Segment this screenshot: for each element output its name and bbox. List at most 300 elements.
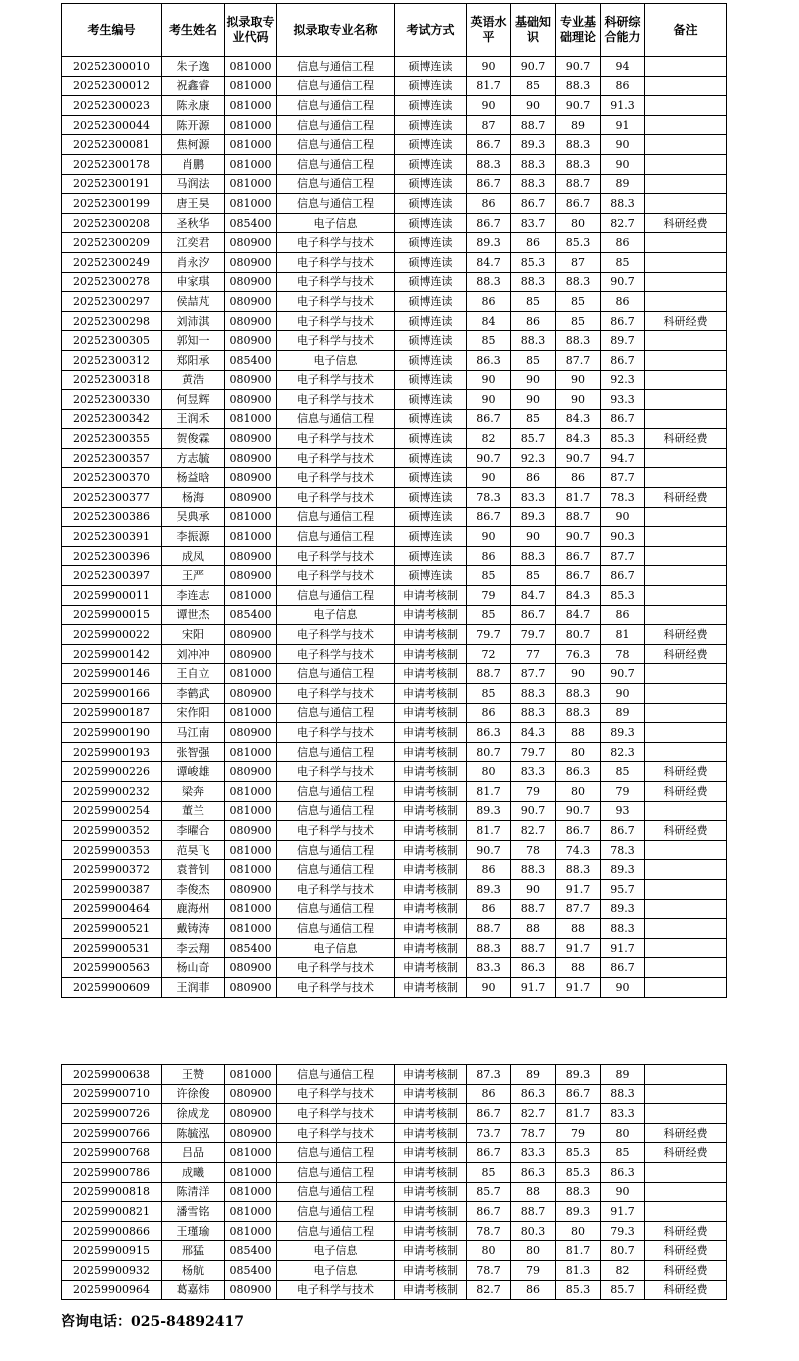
table-row: [62, 1084, 727, 1104]
cell-major-name: 电子科学与技术: [277, 311, 395, 331]
cell-major-name: 电子信息: [277, 938, 395, 958]
cell-major-name: 信息与通信工程: [277, 174, 395, 194]
table-row: [62, 174, 727, 194]
cell-remark: 科研经费: [645, 762, 727, 782]
cell-major-code: 085400: [225, 213, 277, 233]
cell-theory: 88: [556, 723, 601, 743]
cell-english: 90: [467, 96, 511, 116]
cell-remark: 科研经费: [645, 213, 727, 233]
cell-name: 陈开源: [162, 115, 225, 135]
cell-major-code: 080900: [225, 370, 277, 390]
cell-major-code: 081000: [225, 1162, 277, 1182]
cell-remark: [645, 1065, 727, 1085]
cell-exam-id: 20259900766: [62, 1123, 162, 1143]
cell-theory: 76.3: [556, 644, 601, 664]
cell-exam-mode: 硕博连读: [395, 76, 467, 96]
cell-name: 董兰: [162, 801, 225, 821]
cell-research: 79: [601, 781, 645, 801]
table-row: [62, 292, 727, 312]
cell-exam-id: 20259900353: [62, 840, 162, 860]
table-row: [62, 821, 727, 841]
cell-basic: 83.3: [511, 488, 556, 508]
cell-major-name: 信息与通信工程: [277, 801, 395, 821]
cell-english: 89.3: [467, 233, 511, 253]
cell-remark: [645, 115, 727, 135]
cell-basic: 88.7: [511, 938, 556, 958]
cell-major-code: 085400: [225, 1241, 277, 1261]
cell-exam-id: 20252300191: [62, 174, 162, 194]
cell-research: 86: [601, 233, 645, 253]
table-row: [62, 919, 727, 939]
cell-major-code: 080900: [225, 1104, 277, 1124]
cell-research: 90: [601, 684, 645, 704]
cell-major-code: 080900: [225, 429, 277, 449]
table-row: [62, 154, 727, 174]
cell-basic: 80.3: [511, 1221, 556, 1241]
cell-research: 90.7: [601, 664, 645, 684]
header-exam-id: 考生编号: [62, 4, 162, 57]
cell-major-code: 081000: [225, 1221, 277, 1241]
cell-exam-id: 20252300278: [62, 272, 162, 292]
cell-theory: 88.3: [556, 135, 601, 155]
cell-english: 89.3: [467, 801, 511, 821]
cell-major-name: 电子科学与技术: [277, 331, 395, 351]
cell-major-code: 080900: [225, 566, 277, 586]
header-english: 英语水平: [467, 4, 511, 57]
cell-major-code: 081000: [225, 57, 277, 77]
cell-theory: 88.3: [556, 76, 601, 96]
cell-exam-mode: 申请考核制: [395, 1202, 467, 1222]
cell-major-code: 081000: [225, 899, 277, 919]
cell-basic: 85: [511, 350, 556, 370]
cell-exam-id: 20252300318: [62, 370, 162, 390]
cell-name: 吕品: [162, 1143, 225, 1163]
cell-theory: 90.7: [556, 448, 601, 468]
cell-research: 85: [601, 762, 645, 782]
cell-major-name: 电子信息: [277, 1260, 395, 1280]
cell-remark: 科研经费: [645, 1260, 727, 1280]
cell-remark: [645, 154, 727, 174]
cell-english: 86.7: [467, 1202, 511, 1222]
cell-theory: 81.3: [556, 1260, 601, 1280]
cell-remark: [645, 135, 727, 155]
cell-basic: 91.7: [511, 977, 556, 997]
cell-research: 90: [601, 507, 645, 527]
cell-research: 78.3: [601, 840, 645, 860]
cell-english: 79.7: [467, 625, 511, 645]
cell-major-name: 信息与通信工程: [277, 527, 395, 547]
cell-english: 73.7: [467, 1123, 511, 1143]
table-row: [62, 468, 727, 488]
cell-name: 杨益晗: [162, 468, 225, 488]
cell-exam-id: 20252300377: [62, 488, 162, 508]
cell-exam-id: 20252300249: [62, 252, 162, 272]
cell-basic: 79: [511, 1260, 556, 1280]
cell-name: 陈毓泓: [162, 1123, 225, 1143]
cell-theory: 79: [556, 1123, 601, 1143]
cell-theory: 88.3: [556, 860, 601, 880]
cell-research: 85: [601, 252, 645, 272]
cell-major-name: 信息与通信工程: [277, 919, 395, 939]
cell-basic: 85: [511, 292, 556, 312]
cell-name: 刘沛淇: [162, 311, 225, 331]
cell-english: 86.3: [467, 350, 511, 370]
cell-exam-id: 20252300010: [62, 57, 162, 77]
cell-theory: 84.3: [556, 429, 601, 449]
cell-exam-id: 20259900818: [62, 1182, 162, 1202]
table-row: [62, 664, 727, 684]
table-row: [62, 370, 727, 390]
cell-major-code: 081000: [225, 860, 277, 880]
cell-research: 89: [601, 703, 645, 723]
cell-remark: 科研经费: [645, 1123, 727, 1143]
cell-remark: [645, 390, 727, 410]
cell-exam-mode: 硕博连读: [395, 488, 467, 508]
cell-exam-id: 20252300342: [62, 409, 162, 429]
cell-research: 78.3: [601, 488, 645, 508]
cell-theory: 88.3: [556, 684, 601, 704]
cell-exam-mode: 申请考核制: [395, 1065, 467, 1085]
cell-research: 80.7: [601, 1241, 645, 1261]
cell-basic: 79.7: [511, 742, 556, 762]
cell-remark: [645, 546, 727, 566]
table-row: [62, 1143, 727, 1163]
cell-major-code: 080900: [225, 684, 277, 704]
cell-basic: 82.7: [511, 1104, 556, 1124]
cell-english: 86: [467, 703, 511, 723]
cell-exam-id: 20259900710: [62, 1084, 162, 1104]
cell-research: 89.7: [601, 331, 645, 351]
cell-major-name: 电子科学与技术: [277, 684, 395, 704]
cell-major-code: 081000: [225, 76, 277, 96]
cell-research: 87.7: [601, 468, 645, 488]
cell-major-name: 电子科学与技术: [277, 625, 395, 645]
cell-basic: 88.3: [511, 860, 556, 880]
cell-exam-id: 20259900187: [62, 703, 162, 723]
cell-major-code: 085400: [225, 938, 277, 958]
cell-theory: 80: [556, 1221, 601, 1241]
cell-theory: 87.7: [556, 350, 601, 370]
cell-theory: 81.7: [556, 488, 601, 508]
cell-exam-id: 20259900609: [62, 977, 162, 997]
cell-name: 王严: [162, 566, 225, 586]
header-major-code: 拟录取专业代码: [225, 4, 277, 57]
cell-english: 90: [467, 370, 511, 390]
cell-research: 89.3: [601, 723, 645, 743]
cell-theory: 80: [556, 781, 601, 801]
cell-research: 86: [601, 605, 645, 625]
cell-research: 79.3: [601, 1221, 645, 1241]
cell-exam-id: 20259900022: [62, 625, 162, 645]
cell-exam-id: 20259900964: [62, 1280, 162, 1300]
cell-major-name: 信息与通信工程: [277, 703, 395, 723]
table-row: [62, 272, 727, 292]
cell-basic: 88.7: [511, 115, 556, 135]
cell-major-name: 信息与通信工程: [277, 742, 395, 762]
header-row: [62, 4, 727, 57]
cell-exam-mode: 申请考核制: [395, 1280, 467, 1300]
cell-major-name: 电子科学与技术: [277, 958, 395, 978]
cell-theory: 86.7: [556, 821, 601, 841]
cell-exam-id: 20252300397: [62, 566, 162, 586]
cell-major-code: 081000: [225, 1065, 277, 1085]
cell-major-name: 电子科学与技术: [277, 390, 395, 410]
cell-major-code: 080900: [225, 762, 277, 782]
table-row: [62, 96, 727, 116]
cell-research: 86: [601, 76, 645, 96]
cell-research: 85.7: [601, 1280, 645, 1300]
cell-exam-id: 20252300370: [62, 468, 162, 488]
cell-basic: 78.7: [511, 1123, 556, 1143]
cell-exam-mode: 硕博连读: [395, 311, 467, 331]
table-row: [62, 566, 727, 586]
cell-name: 范昊飞: [162, 840, 225, 860]
admission-table-page1: [61, 3, 727, 998]
cell-name: 何昱辉: [162, 390, 225, 410]
cell-major-code: 080900: [225, 1280, 277, 1300]
cell-major-name: 信息与通信工程: [277, 1162, 395, 1182]
cell-english: 81.7: [467, 76, 511, 96]
cell-exam-id: 20252300081: [62, 135, 162, 155]
table-row: [62, 1241, 727, 1261]
cell-exam-mode: 申请考核制: [395, 821, 467, 841]
cell-theory: 90.7: [556, 527, 601, 547]
cell-basic: 84.7: [511, 586, 556, 606]
table-row: [62, 762, 727, 782]
table-row: [62, 135, 727, 155]
cell-exam-mode: 硕博连读: [395, 154, 467, 174]
cell-major-code: 081000: [225, 840, 277, 860]
cell-english: 90.7: [467, 840, 511, 860]
cell-major-name: 信息与通信工程: [277, 860, 395, 880]
table-row: [62, 448, 727, 468]
cell-theory: 88.3: [556, 154, 601, 174]
cell-remark: [645, 605, 727, 625]
cell-remark: [645, 1084, 727, 1104]
table-row: [62, 801, 727, 821]
cell-major-name: 电子科学与技术: [277, 429, 395, 449]
cell-theory: 85.3: [556, 1162, 601, 1182]
cell-english: 86.3: [467, 723, 511, 743]
cell-english: 86: [467, 1084, 511, 1104]
table-row: [62, 213, 727, 233]
cell-research: 93.3: [601, 390, 645, 410]
cell-research: 82.7: [601, 213, 645, 233]
cell-research: 80: [601, 1123, 645, 1143]
cell-english: 72: [467, 644, 511, 664]
cell-english: 80: [467, 1241, 511, 1261]
table-row: [62, 115, 727, 135]
cell-research: 85.3: [601, 429, 645, 449]
cell-english: 90: [467, 390, 511, 410]
cell-remark: [645, 938, 727, 958]
cell-name: 谭世杰: [162, 605, 225, 625]
cell-exam-id: 20252300357: [62, 448, 162, 468]
cell-major-code: 080900: [225, 879, 277, 899]
cell-basic: 86.3: [511, 958, 556, 978]
cell-exam-mode: 硕博连读: [395, 272, 467, 292]
cell-major-name: 电子科学与技术: [277, 1104, 395, 1124]
cell-basic: 92.3: [511, 448, 556, 468]
cell-research: 90.3: [601, 527, 645, 547]
cell-name: 宋阳: [162, 625, 225, 645]
cell-exam-id: 20259900352: [62, 821, 162, 841]
cell-basic: 88: [511, 1182, 556, 1202]
cell-remark: [645, 174, 727, 194]
cell-research: 89: [601, 1065, 645, 1085]
cell-name: 葛嘉炜: [162, 1280, 225, 1300]
header-name: 考生姓名: [162, 4, 225, 57]
cell-exam-id: 20252300297: [62, 292, 162, 312]
cell-major-code: 080900: [225, 292, 277, 312]
cell-major-name: 信息与通信工程: [277, 1065, 395, 1085]
cell-exam-id: 20259900193: [62, 742, 162, 762]
table-row: [62, 938, 727, 958]
cell-exam-mode: 申请考核制: [395, 977, 467, 997]
cell-exam-mode: 硕博连读: [395, 370, 467, 390]
cell-name: 申家琪: [162, 272, 225, 292]
cell-exam-mode: 硕博连读: [395, 390, 467, 410]
cell-english: 86: [467, 546, 511, 566]
cell-name: 成曦: [162, 1162, 225, 1182]
cell-basic: 85: [511, 566, 556, 586]
cell-remark: [645, 350, 727, 370]
cell-name: 郭知一: [162, 331, 225, 351]
cell-major-code: 081000: [225, 1182, 277, 1202]
cell-remark: [645, 860, 727, 880]
cell-theory: 88: [556, 958, 601, 978]
cell-major-code: 081000: [225, 664, 277, 684]
cell-major-code: 080900: [225, 977, 277, 997]
cell-basic: 90: [511, 527, 556, 547]
cell-exam-id: 20252300199: [62, 194, 162, 214]
cell-theory: 88.3: [556, 1182, 601, 1202]
cell-theory: 85.3: [556, 233, 601, 253]
table-row: [62, 350, 727, 370]
cell-research: 90.7: [601, 272, 645, 292]
cell-english: 90: [467, 527, 511, 547]
cell-theory: 91.7: [556, 938, 601, 958]
cell-exam-mode: 申请考核制: [395, 860, 467, 880]
cell-english: 86.7: [467, 213, 511, 233]
cell-research: 78: [601, 644, 645, 664]
cell-name: 李鹤武: [162, 684, 225, 704]
header-exam-mode: 考试方式: [395, 4, 467, 57]
table-row: [62, 742, 727, 762]
cell-research: 91.3: [601, 96, 645, 116]
cell-major-name: 信息与通信工程: [277, 409, 395, 429]
cell-english: 87.3: [467, 1065, 511, 1085]
table-row: [62, 390, 727, 410]
table-row: [62, 1202, 727, 1222]
table-row: [62, 703, 727, 723]
cell-basic: 86: [511, 468, 556, 488]
cell-theory: 84.3: [556, 586, 601, 606]
cell-major-code: 081000: [225, 174, 277, 194]
cell-basic: 90: [511, 370, 556, 390]
cell-english: 81.7: [467, 781, 511, 801]
cell-remark: 科研经费: [645, 1143, 727, 1163]
cell-basic: 90: [511, 96, 556, 116]
cell-major-code: 080900: [225, 272, 277, 292]
cell-research: 85: [601, 1143, 645, 1163]
cell-exam-mode: 硕博连读: [395, 409, 467, 429]
cell-major-name: 信息与通信工程: [277, 1202, 395, 1222]
cell-name: 肖永汐: [162, 252, 225, 272]
cell-remark: [645, 586, 727, 606]
cell-exam-id: 20259900866: [62, 1221, 162, 1241]
cell-theory: 86.3: [556, 762, 601, 782]
cell-major-name: 电子科学与技术: [277, 723, 395, 743]
table-row: [62, 311, 727, 331]
header-research: 科研综合能力: [601, 4, 645, 57]
cell-exam-mode: 申请考核制: [395, 958, 467, 978]
cell-major-name: 电子科学与技术: [277, 252, 395, 272]
cell-basic: 89: [511, 1065, 556, 1085]
cell-theory: 86.7: [556, 194, 601, 214]
cell-major-code: 080900: [225, 448, 277, 468]
cell-exam-id: 20259900254: [62, 801, 162, 821]
cell-major-code: 080900: [225, 488, 277, 508]
cell-basic: 86: [511, 1280, 556, 1300]
cell-research: 91.7: [601, 1202, 645, 1222]
cell-research: 90: [601, 154, 645, 174]
cell-exam-mode: 申请考核制: [395, 801, 467, 821]
cell-english: 86: [467, 194, 511, 214]
table-body-page1: [62, 57, 727, 998]
cell-exam-id: 20252300044: [62, 115, 162, 135]
cell-major-name: 电子科学与技术: [277, 448, 395, 468]
cell-major-name: 信息与通信工程: [277, 781, 395, 801]
cell-name: 侯喆芃: [162, 292, 225, 312]
cell-exam-mode: 硕博连读: [395, 448, 467, 468]
cell-english: 79: [467, 586, 511, 606]
table-row: [62, 233, 727, 253]
cell-remark: [645, 1182, 727, 1202]
cell-research: 86.7: [601, 958, 645, 978]
cell-exam-mode: 申请考核制: [395, 879, 467, 899]
cell-theory: 74.3: [556, 840, 601, 860]
cell-name: 郑阳承: [162, 350, 225, 370]
table-row: [62, 781, 727, 801]
cell-major-code: 085400: [225, 350, 277, 370]
cell-research: 94.7: [601, 448, 645, 468]
cell-major-code: 080900: [225, 1123, 277, 1143]
cell-basic: 88.3: [511, 546, 556, 566]
cell-name: 肖鹏: [162, 154, 225, 174]
cell-research: 88.3: [601, 1084, 645, 1104]
cell-theory: 90: [556, 370, 601, 390]
table-row: [62, 605, 727, 625]
cell-basic: 86: [511, 233, 556, 253]
cell-name: 李云翔: [162, 938, 225, 958]
table-body-page2: [62, 1065, 727, 1300]
cell-major-code: 081000: [225, 919, 277, 939]
cell-remark: [645, 527, 727, 547]
cell-theory: 88.7: [556, 507, 601, 527]
cell-research: 95.7: [601, 879, 645, 899]
cell-exam-id: 20259900166: [62, 684, 162, 704]
cell-name: 陈永康: [162, 96, 225, 116]
cell-research: 89.3: [601, 860, 645, 880]
cell-exam-id: 20259900821: [62, 1202, 162, 1222]
cell-english: 82.7: [467, 1280, 511, 1300]
cell-theory: 81.7: [556, 1104, 601, 1124]
cell-major-name: 电子信息: [277, 213, 395, 233]
cell-name: 朱子逸: [162, 57, 225, 77]
cell-major-name: 信息与通信工程: [277, 664, 395, 684]
cell-major-code: 085400: [225, 1260, 277, 1280]
